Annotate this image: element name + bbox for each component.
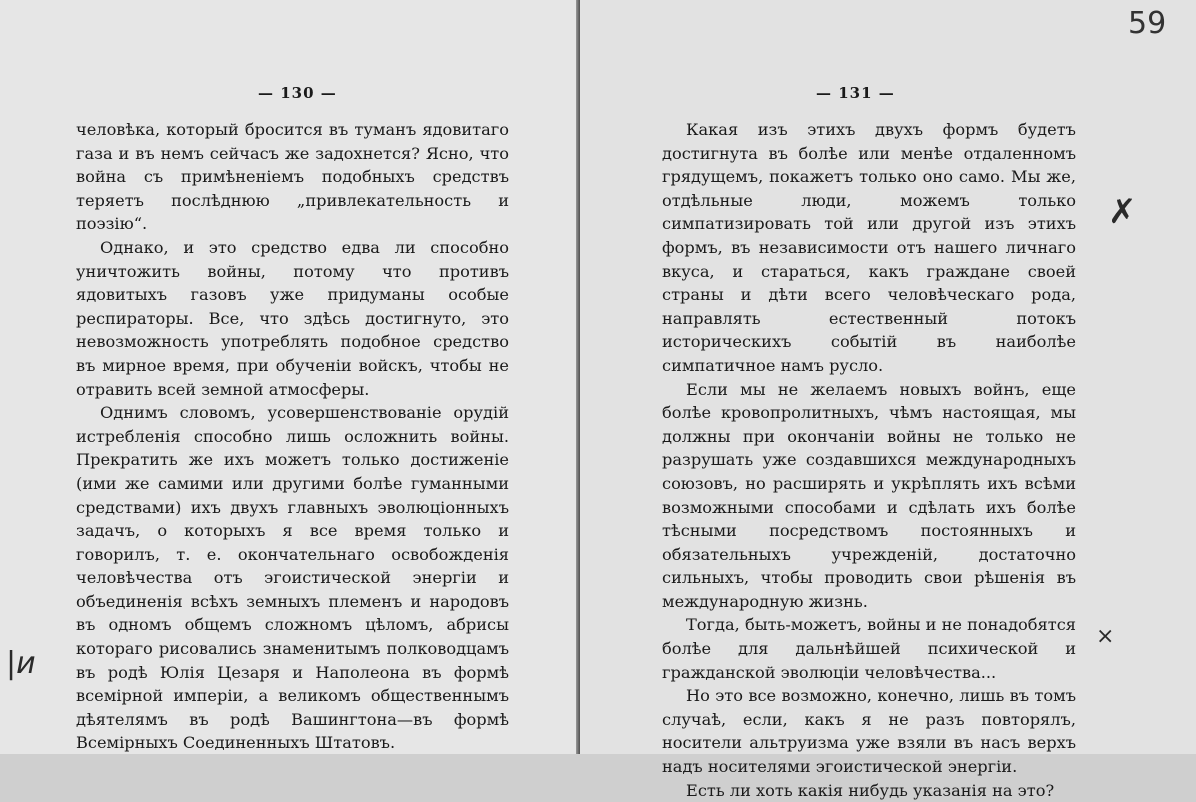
margin-mark-left-icon: |и xyxy=(6,646,36,681)
right-paragraph-1: Какая изъ этихъ двухъ формъ будетъ достигнута въ болѣе или менѣе отдаленномъ грядущемъ, покажетъ только оно само. Мы же, отдѣльные люди, можемъ только симпатизировать той или другой изъ этихъ формъ, въ независимости отъ нашего личнаго вкуса, и стараться, какъ граждане своей страны и дѣти всего человѣческаго рода, направлять естественный потокъ историческихъ событій въ наиболѣе симпатичное намъ русло. xyxy=(662,120,1076,375)
left-paragraph-2: Однако, и это средство едва ли способно уничтожить войны, потому что противъ ядовитыхъ газовъ уже придуманы особые респираторы. Все, что здѣсь достигнуто, это невозможность употреблять подобное средство въ мирное время, при обученіи войскъ, чтобы не отравить всей земной атмосферы. xyxy=(76,237,509,399)
margin-mark-strikethrough-icon: ⨯ xyxy=(1096,624,1115,649)
handwritten-page-number: 59 xyxy=(1128,6,1167,41)
left-paragraph-3: Однимъ словомъ, усовершенствованіе орудій истребленія способно лишь осложнить войны. Прекратить же ихъ можетъ только достиженіе (ими же самими или другими болѣе гуманными средствами) ихъ двухъ главныхъ эволюціонныхъ задачъ, о которыхъ я все время только и говорилъ, т. е. окончательнаго освобожденія человѣчества отъ эгоистической энергіи и объединенія всѣхъ земныхъ племенъ и народовъ въ одномъ общемъ сложномъ цѣломъ, абрисы котораго рисовались знаменитымъ полководцамъ въ родѣ Юлія Цезаря и Наполеона въ формѣ всемірной имперіи, а великомъ общественнымъ дѣятелямъ въ родѣ Вашингтона—въ формѣ Всемірныхъ Соединенныхъ Штатовъ. xyxy=(76,403,509,753)
right-paragraph-2: Если мы не желаемъ новыхъ войнъ, еще болѣе кровопролитныхъ, чѣмъ настоящая, мы должны при окончаніи войны не только не разрушать уже создавшихся международныхъ союзовъ, но расширять и укрѣплять ихъ всѣми возможными способами и сдѣлать ихъ болѣе тѣсными посредствомъ постоянныхъ и обязательныхъ учрежденій, достаточно сильныхъ, чтобы проводить свои рѣшенія въ международную жизнь. xyxy=(662,379,1076,611)
page-number-right: — 131 — xyxy=(816,84,895,102)
left-page-text xyxy=(76,118,509,755)
right-page xyxy=(580,0,1196,800)
page-number-left: — 130 — xyxy=(258,84,337,102)
left-page xyxy=(0,0,580,754)
right-paragraph-5: Есть ли хоть какія нибудь указанія на это? xyxy=(686,780,1055,800)
right-paragraph-3: Тогда, быть-можетъ, войны и не понадобятся болѣе для дальнѣйшей психической и гражданской эволюціи человѣчества... xyxy=(662,615,1076,682)
right-page-text xyxy=(662,118,1076,802)
margin-mark-scribble-icon: ✗ xyxy=(1108,192,1137,232)
right-paragraph-4: Но это все возможно, конечно, лишь въ томъ случаѣ, если, какъ я не разъ повторялъ, носители альтруизма уже взяли въ насъ верхъ надъ носителями эгоистической энергіи. xyxy=(662,686,1076,777)
left-paragraph-1: человѣка, который бросится въ туманъ ядовитаго газа и въ немъ сейчасъ же задохнется? Ясно, что война съ примѣненіемъ подобныхъ средствъ теряетъ послѣднюю „привлекательность и поэзію“. xyxy=(76,120,509,234)
